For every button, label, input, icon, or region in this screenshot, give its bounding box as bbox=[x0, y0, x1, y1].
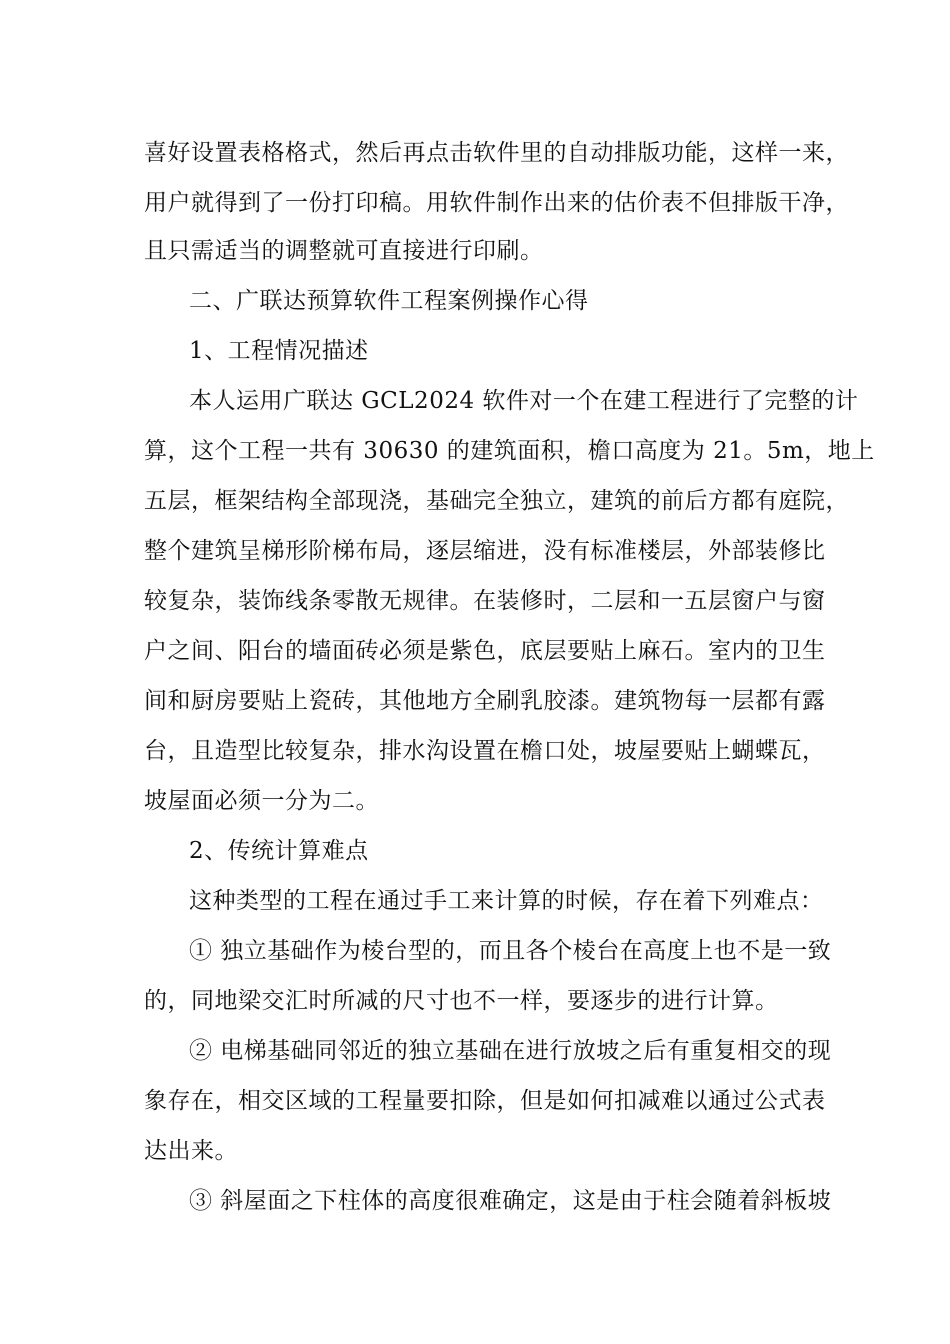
text-line-9: 整个建筑呈梯形阶梯布局，逐层缩进，没有标准楼层，外部装修比 bbox=[144, 538, 826, 564]
text-line-7: 算，这个工程一共有 30630 的建筑面积，檐口高度为 21。5m，地上 bbox=[144, 438, 875, 464]
list-item-2: ② 电梯基础同邻近的独立基础在进行放坡之后有重复相交的现 bbox=[189, 1038, 832, 1064]
text-line-3: 且只需适当的调整就可直接进行印刷。 bbox=[144, 238, 544, 264]
text-line-6: 本人运用广联达 GCL2024 软件对一个在建工程进行了完整的计 bbox=[189, 388, 859, 414]
text-line-1: 喜好设置表格格式，然后再点击软件里的自动排版功能，这样一来， bbox=[144, 140, 849, 166]
list-item-1-cont: 的，同地梁交汇时所减的尺寸也不一样，要逐步的进行计算。 bbox=[144, 988, 779, 1014]
subsection-heading-1: 1、工程情况描述 bbox=[189, 338, 369, 364]
text-line-16: 这种类型的工程在通过手工来计算的时候，存在着下列难点： bbox=[189, 888, 824, 914]
text-line-12: 间和厨房要贴上瓷砖，其他地方全刷乳胶漆。建筑物每一层都有露 bbox=[144, 688, 826, 714]
section-heading: 二、广联达预算软件工程案例操作心得 bbox=[189, 288, 589, 314]
text-line-8: 五层，框架结构全部现浇，基础完全独立，建筑的前后方都有庭院， bbox=[144, 488, 849, 514]
subsection-heading-2: 2、传统计算难点 bbox=[189, 838, 369, 864]
text-line-10: 较复杂，装饰线条零散无规律。在装修时，二层和一五层窗户与窗 bbox=[144, 588, 826, 614]
text-line-11: 户之间、阳台的墙面砖必须是紫色，底层要贴上麻石。室内的卫生 bbox=[144, 638, 826, 664]
list-item-3: ③ 斜屋面之下柱体的高度很难确定，这是由于柱会随着斜板坡 bbox=[189, 1188, 832, 1214]
text-line-14: 坡屋面必须一分为二。 bbox=[144, 788, 379, 814]
text-line-13: 台，且造型比较复杂，排水沟设置在檐口处，坡屋要贴上蝴蝶瓦， bbox=[144, 738, 826, 764]
list-item-2-end: 达出来。 bbox=[144, 1138, 238, 1164]
list-item-2-cont: 象存在，相交区域的工程量要扣除，但是如何扣减难以通过公式表 bbox=[144, 1088, 826, 1114]
list-item-1: ① 独立基础作为棱台型的，而且各个棱台在高度上也不是一致 bbox=[189, 938, 832, 964]
text-line-2: 用户就得到了一份打印稿。用软件制作出来的估价表不但排版干净， bbox=[144, 190, 849, 216]
